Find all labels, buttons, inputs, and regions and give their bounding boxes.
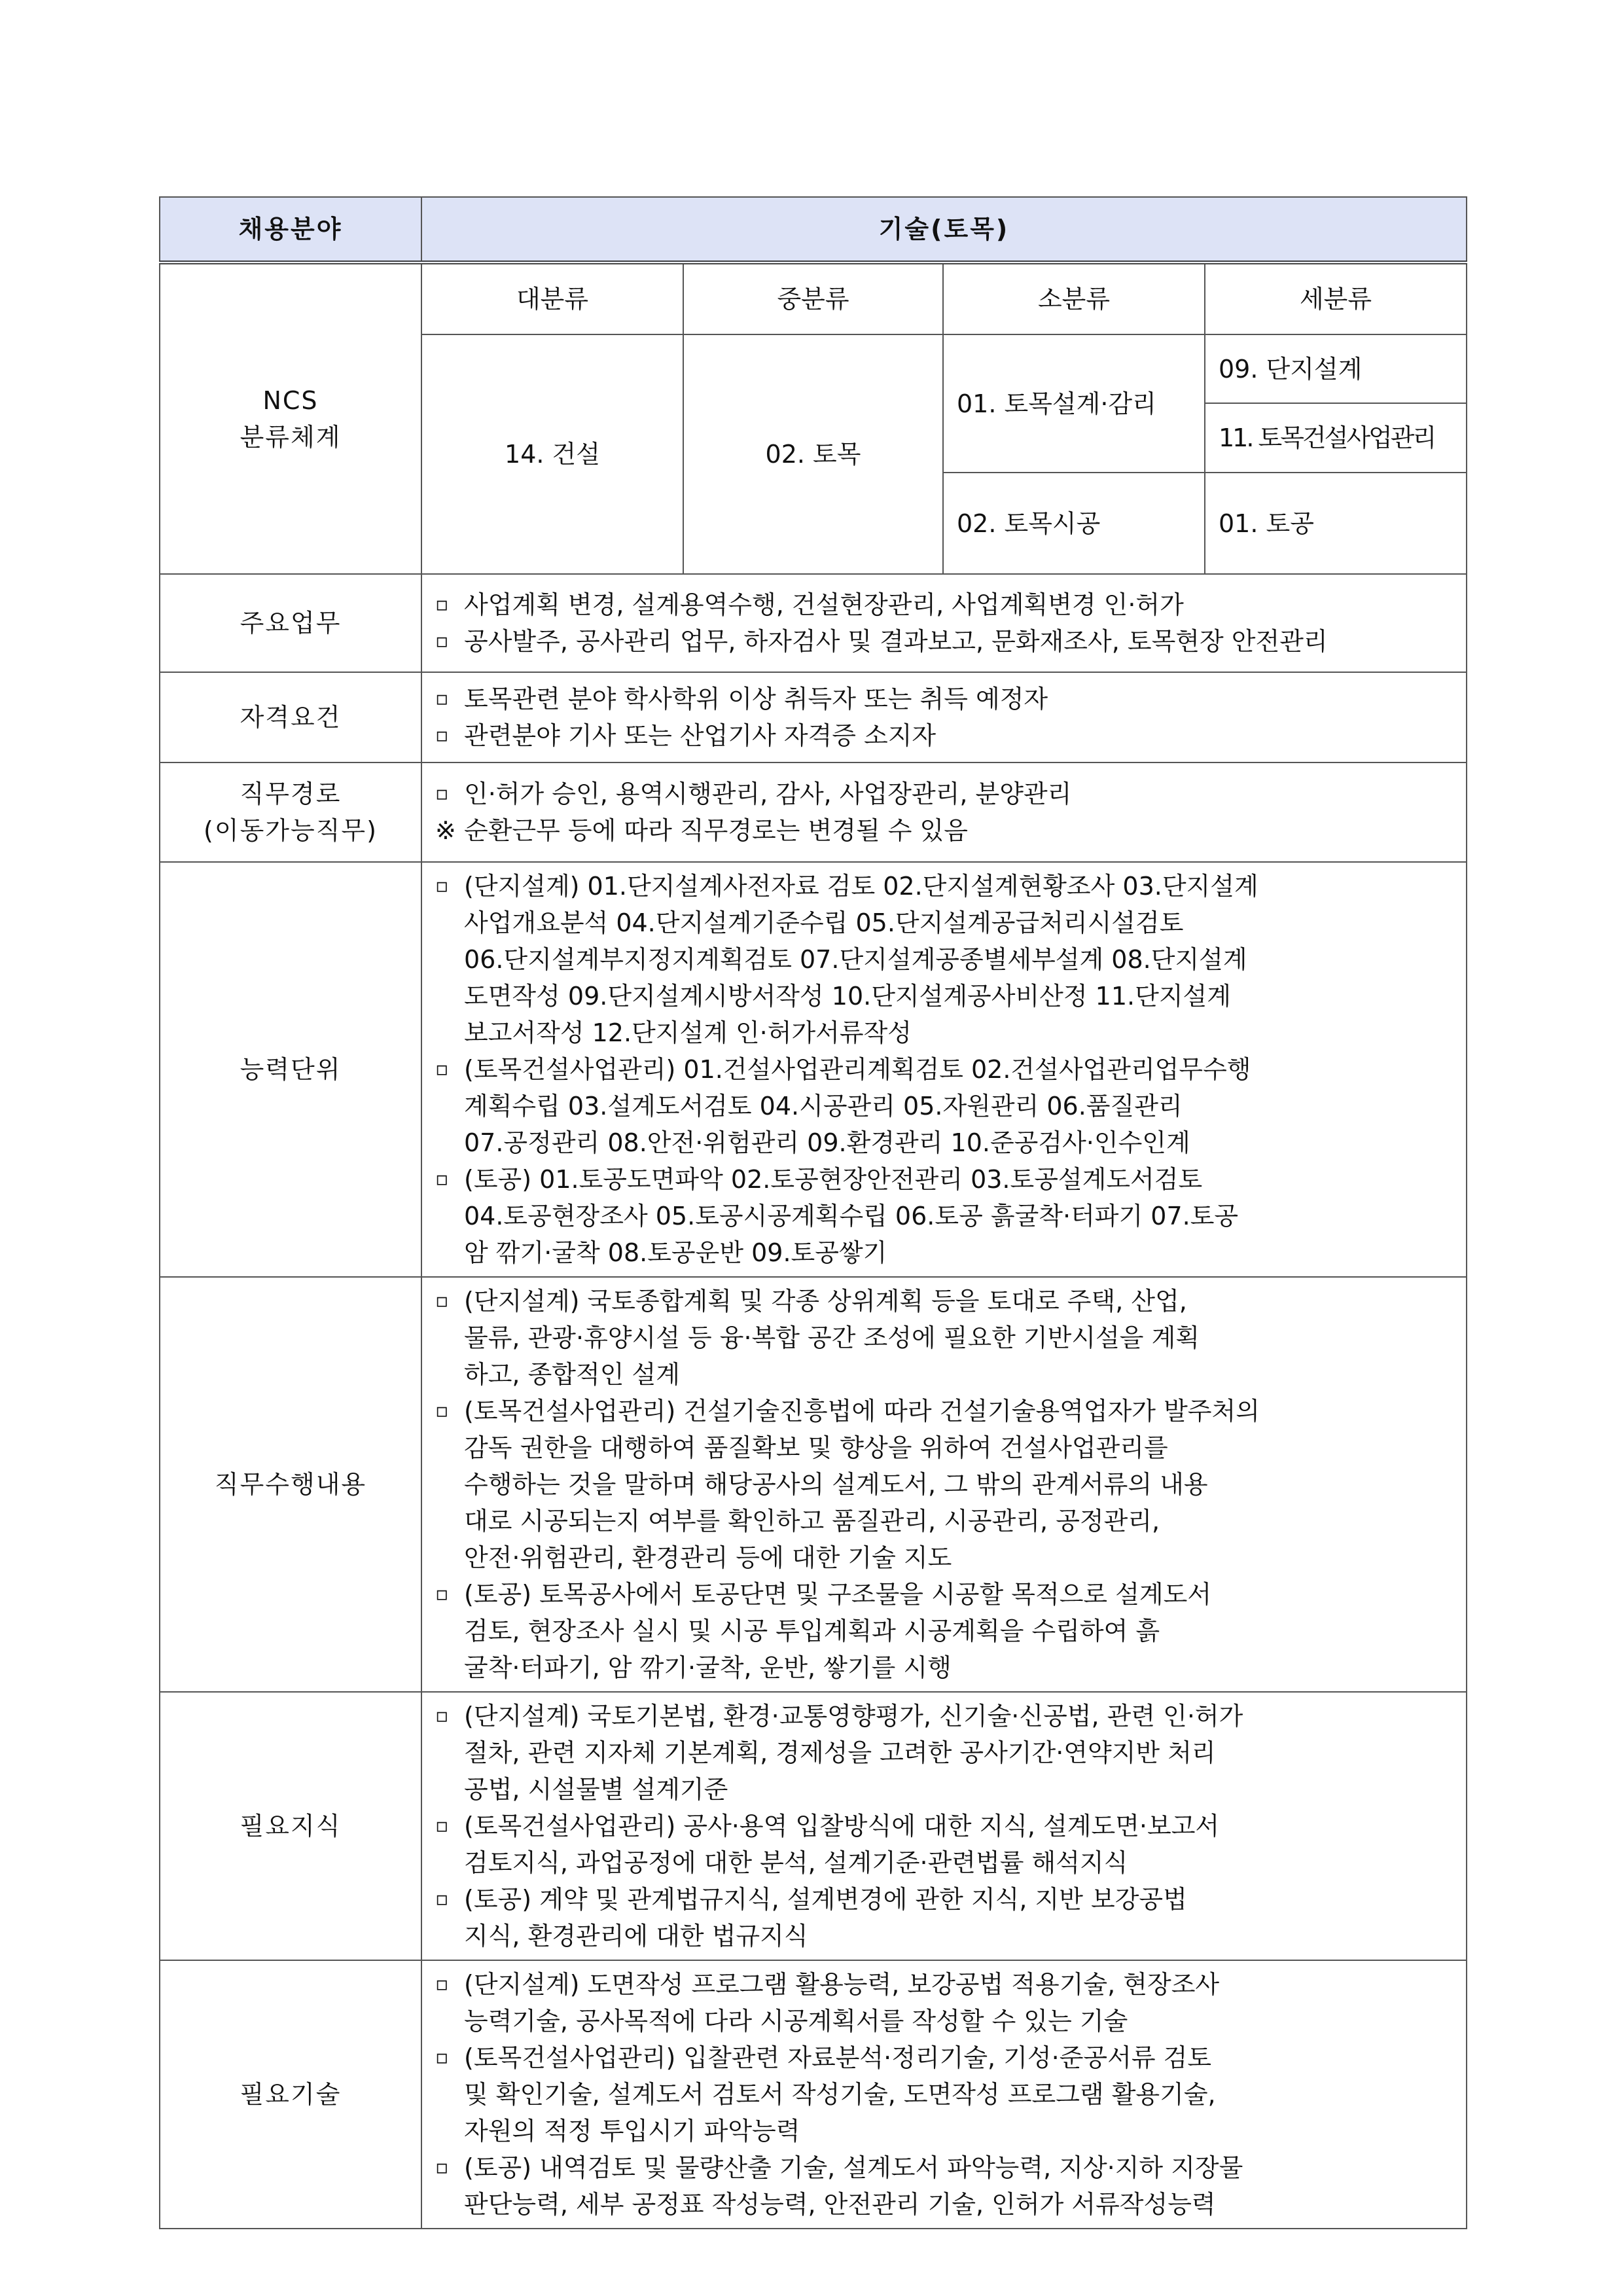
bullet-mark: ▫	[435, 1399, 449, 1422]
row-career-path	[160, 762, 1467, 862]
row-qualifications	[160, 672, 1467, 762]
row-label: 자격요건	[160, 672, 421, 762]
bullet-mark: ▫	[435, 1058, 449, 1081]
bullet-mark: ▫	[435, 1704, 449, 1727]
text-line: 하고, 종합적인 설계	[464, 1360, 680, 1389]
bullet-item	[435, 586, 1457, 623]
row-label: 능력단위	[160, 862, 421, 1277]
bullet-item	[435, 2039, 1457, 2149]
bullet-mark: ▫	[435, 593, 449, 616]
ncs-detail-2: 11. 토목건설사업관리	[1205, 403, 1467, 473]
text-line: 계획수립 03.설계도서검토 04.시공관리 05.자원관리 06.품질관리	[464, 1092, 1183, 1121]
row-label-line-2: (이동가능직무)	[204, 816, 378, 845]
bullet-item	[435, 1576, 1457, 1686]
row-label: 필요지식	[160, 1692, 421, 1960]
text-line: 자원의 적정 투입시기 파악능력	[464, 2117, 800, 2145]
bullet-item	[435, 717, 1457, 754]
text-line: 사업개요분석 04.단지설계기준수립 05.단지설계공급처리시설검토	[464, 908, 1184, 937]
bullet-item	[435, 1808, 1457, 1881]
text-line: 및 확인기술, 설계도서 검토서 작성기술, 도면작성 프로그램 활용기술,	[464, 2080, 1216, 2109]
bullet-item	[435, 1283, 1457, 1393]
ncs-detail-3: 01. 토공	[1205, 473, 1467, 574]
text-line: (토목건설사업관리) 공사·용역 입찰방식에 대한 지식, 설계도면·보고서	[464, 1812, 1220, 1840]
bullet-mark: ▫	[435, 724, 449, 747]
ncs-detail-1: 09. 단지설계	[1205, 334, 1467, 403]
text-line: (토공) 01.토공도면파악 02.토공현장안전관리 03.토공설계도서검토	[464, 1165, 1203, 1194]
job-description-table	[159, 196, 1467, 2229]
ncs-middle: 02. 토목	[683, 334, 943, 574]
text-line: 감독 권한을 대행하여 품질확보 및 향상을 위하여 건설사업관리를	[464, 1433, 1168, 1462]
ncs-label-line-1: NCS	[262, 386, 319, 415]
row-content	[421, 762, 1467, 862]
bullet-item	[435, 681, 1457, 717]
text-line: 대로 시공되는지 여부를 확인하고 품질관리, 시공관리, 공정관리,	[464, 1507, 1160, 1535]
text-line: 인·허가 승인, 용역시행관리, 감사, 사업장관리, 분양관리	[464, 780, 1072, 808]
bullet-mark: ▫	[435, 1814, 449, 1837]
text-line: 검토, 현장조사 실시 및 시공 투입계획과 시공계획을 수립하여 흙	[464, 1617, 1160, 1645]
bullet-mark: ▫	[435, 1289, 449, 1312]
row-content	[421, 862, 1467, 1277]
text-line: 공사발주, 공사관리 업무, 하자검사 및 결과보고, 문화재조사, 토목현장 안전관리	[464, 627, 1328, 656]
text-line: 보고서작성 12.단지설계 인·허가서류작성	[464, 1018, 912, 1047]
note-mark: ※	[435, 816, 456, 845]
row-content	[421, 1277, 1467, 1692]
text-line: 수행하는 것을 말하며 해당공사의 설계도서, 그 밖의 관계서류의 내용	[464, 1470, 1208, 1499]
text-line: 안전·위험관리, 환경관리 등에 대한 기술 지도	[464, 1543, 952, 1572]
row-main-duties	[160, 574, 1467, 672]
col-header-middle: 중분류	[683, 262, 943, 334]
bullet-item	[435, 1698, 1457, 1808]
row-label-line-1: 직무경로	[240, 780, 342, 808]
text-line: 순환근무 등에 따라 직무경로는 변경될 수 있음	[464, 816, 968, 845]
text-line: 지식, 환경관리에 대한 법규지식	[464, 1922, 808, 1950]
text-line: (토공) 내역검토 및 물량산출 기술, 설계도서 파악능력, 지상·지하 지장물	[464, 2153, 1243, 2182]
bullet-mark: ▫	[435, 1888, 449, 1910]
row-label	[160, 762, 421, 862]
field-label: 채용분야	[160, 197, 421, 262]
text-line: (단지설계) 국토종합계획 및 각종 상위계획 등을 토대로 주택, 산업,	[464, 1287, 1187, 1316]
text-line: 도면작성 09.단지설계시방서작성 10.단지설계공사비산정 11.단지설계	[464, 982, 1231, 1011]
row-job-performance	[160, 1277, 1467, 1692]
row-required-knowledge	[160, 1692, 1467, 1960]
text-line: (토목건설사업관리) 01.건설사업관리계획검토 02.건설사업관리업무수행	[464, 1055, 1251, 1084]
text-line: 07.공정관리 08.안전·위험관리 09.환경관리 10.준공검사·인수인계	[464, 1128, 1190, 1157]
text-line: 굴착·터파기, 암 깎기·굴착, 운반, 쌓기를 시행	[464, 1653, 952, 1682]
col-header-detail: 세분류	[1205, 262, 1467, 334]
bullet-mark: ▫	[435, 687, 449, 710]
bullet-mark: ▫	[435, 1973, 449, 1996]
row-label: 필요기술	[160, 1960, 421, 2229]
col-header-minor: 소분류	[943, 262, 1205, 334]
text-line: 물류, 관광·휴양시설 등 융·복합 공간 조성에 필요한 기반시설을 계획	[464, 1323, 1200, 1352]
field-value: 기술(토목)	[421, 197, 1467, 262]
bullet-item	[435, 2149, 1457, 2223]
text-line: 절차, 관련 지자체 기본계획, 경제성을 고려한 공사기간·연약지반 처리	[464, 1738, 1216, 1767]
text-line: (단지설계) 국토기본법, 환경·교통영향평가, 신기술·신공법, 관련 인·허가	[464, 1702, 1243, 1731]
bullet-item	[435, 1881, 1457, 1954]
row-content	[421, 574, 1467, 672]
text-line: (토공) 계약 및 관계법규지식, 설계변경에 관한 지식, 지반 보강공법	[464, 1885, 1187, 1914]
ncs-label	[160, 262, 421, 574]
bullet-item	[435, 1393, 1457, 1576]
text-line: 공법, 시설물별 설계기준	[464, 1775, 728, 1804]
text-line: 사업계획 변경, 설계용역수행, 건설현장관리, 사업계획변경 인·허가	[464, 590, 1184, 619]
row-required-skills	[160, 1960, 1467, 2229]
text-line: (단지설계) 도면작성 프로그램 활용능력, 보강공법 적용기술, 현장조사	[464, 1970, 1220, 1999]
text-line: 06.단지설계부지정지계획검토 07.단지설계공종별세부설계 08.단지설계	[464, 945, 1247, 974]
row-competency-units	[160, 862, 1467, 1277]
bullet-item	[435, 1051, 1457, 1161]
text-line: 관련분야 기사 또는 산업기사 자격증 소지자	[464, 721, 936, 750]
bullet-mark: ▫	[435, 1168, 449, 1191]
row-content	[421, 672, 1467, 762]
text-line: 토목관련 분야 학사학위 이상 취득자 또는 취득 예정자	[464, 685, 1048, 713]
bullet-mark: ▫	[435, 782, 449, 805]
text-line: 검토지식, 과업공정에 대한 분석, 설계기준·관련법률 해석지식	[464, 1848, 1128, 1877]
ncs-major: 14. 건설	[421, 334, 683, 574]
ncs-minor-1: 01. 토목설계·감리	[943, 334, 1205, 473]
text-line: (단지설계) 01.단지설계사전자료 검토 02.단지설계현황조사 03.단지설계	[464, 872, 1258, 901]
note-item	[435, 812, 1457, 849]
row-content	[421, 1960, 1467, 2229]
text-line: (토목건설사업관리) 입찰관련 자료분석·정리기술, 기성·준공서류 검토	[464, 2043, 1212, 2072]
ncs-minor-2: 02. 토목시공	[943, 473, 1205, 574]
bullet-item	[435, 868, 1457, 1051]
text-line: 판단능력, 세부 공정표 작성능력, 안전관리 기술, 인허가 서류작성능력	[464, 2190, 1216, 2219]
ncs-header-row	[160, 262, 1467, 334]
bullet-mark: ▫	[435, 2046, 449, 2069]
header-row	[160, 197, 1467, 262]
row-label: 주요업무	[160, 574, 421, 672]
text-line: 암 깎기·굴착 08.토공운반 09.토공쌓기	[464, 1238, 887, 1267]
bullet-item	[435, 1161, 1457, 1271]
row-content	[421, 1692, 1467, 1960]
col-header-major: 대분류	[421, 262, 683, 334]
ncs-label-line-2: 분류체계	[240, 423, 342, 452]
bullet-mark: ▫	[435, 874, 449, 897]
bullet-item	[435, 1966, 1457, 2039]
text-line: (토공) 토목공사에서 토공단면 및 구조물을 시공할 목적으로 설계도서	[464, 1580, 1212, 1609]
bullet-mark: ▫	[435, 2156, 449, 2179]
bullet-mark: ▫	[435, 630, 449, 653]
text-line: 능력기술, 공사목적에 다라 시공계획서를 작성할 수 있는 기술	[464, 2007, 1128, 2036]
row-label: 직무수행내용	[160, 1277, 421, 1692]
bullet-mark: ▫	[435, 1583, 449, 1605]
bullet-item	[435, 776, 1457, 812]
text-line: (토목건설사업관리) 건설기술진흥법에 따라 건설기술용역업자가 발주처의	[464, 1397, 1260, 1426]
text-line: 04.토공현장조사 05.토공시공계획수립 06.토공 흙굴착·터파기 07.토공	[464, 1202, 1239, 1230]
bullet-item	[435, 623, 1457, 660]
